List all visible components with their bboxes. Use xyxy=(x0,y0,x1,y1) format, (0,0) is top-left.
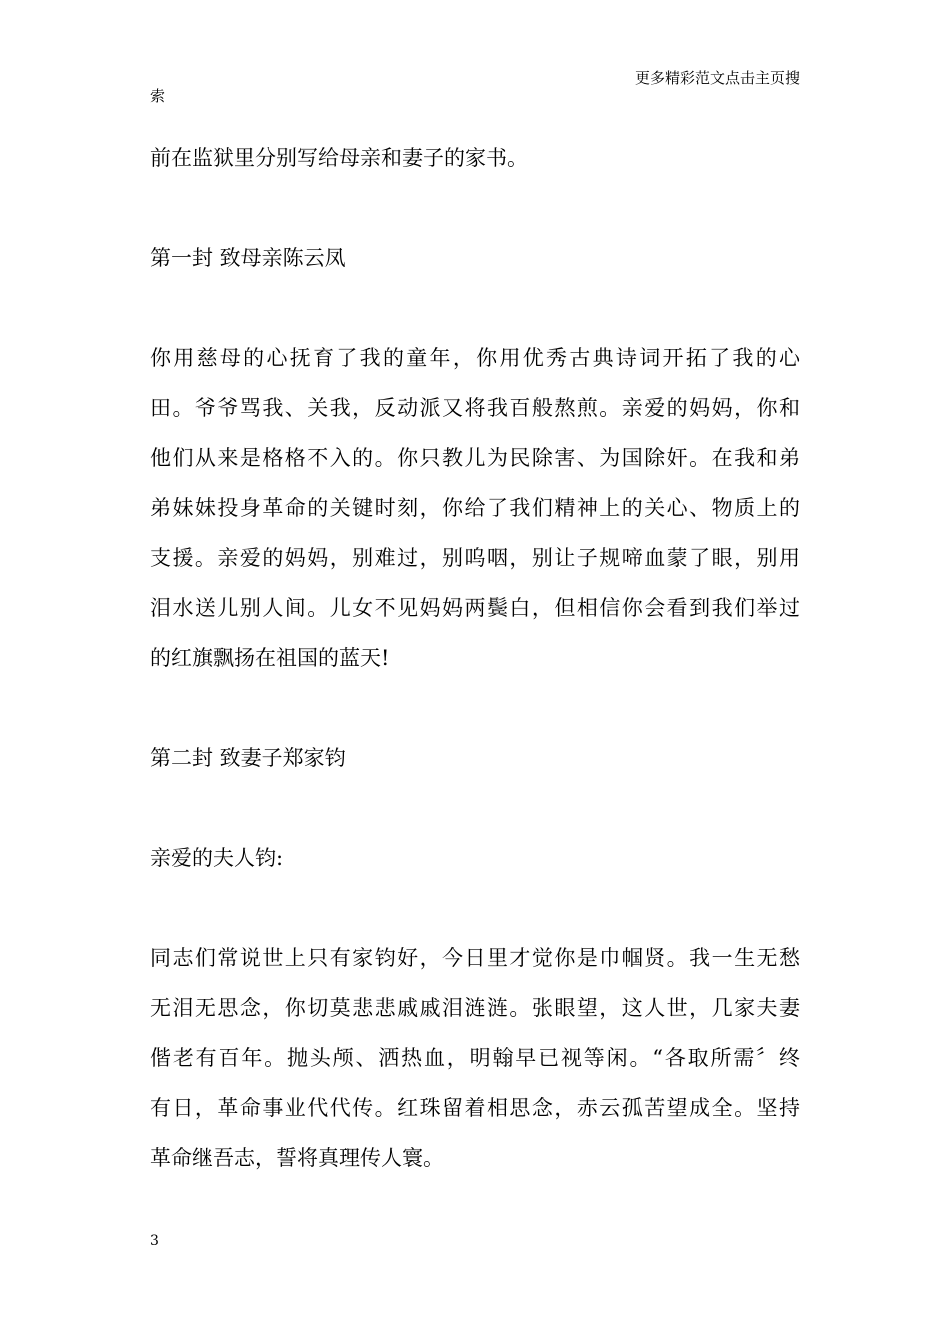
paragraph-gap xyxy=(150,283,800,333)
letter1-title-text: 第一封 致母亲陈云凤 xyxy=(150,246,346,270)
paragraph-gap xyxy=(150,883,800,933)
letter2-line: 革命继吾志，誓将真理传人寰。 xyxy=(150,1146,444,1170)
letter1-line: 田。爷爷骂我、关我，反动派又将我百般熬煎。亲爱的妈妈，你和 xyxy=(150,396,800,420)
page-number: 3 xyxy=(150,1233,159,1249)
intro-line: 前在监狱里分别写给母亲和妻子的家书。 xyxy=(150,146,528,170)
intro-paragraph xyxy=(150,133,800,183)
letter2-title xyxy=(150,733,800,783)
letter2-salutation-text: 亲爱的夫人钧: xyxy=(150,846,284,870)
letter1-line: 泪水送儿别人间。儿女不见妈妈两鬓白，但相信你会看到我们举过 xyxy=(150,596,800,620)
letter2-line: 偕老有百年。抛头颅、洒热血，明翰早已视等闲。“各取所需〞终 xyxy=(150,1046,800,1070)
letter2-body xyxy=(150,933,800,1183)
letter1-line: 的红旗飘扬在祖国的蓝天! xyxy=(150,646,390,670)
letter1-line: 支援。亲爱的妈妈，别难过，别呜咽，别让子规啼血蒙了眼，别用 xyxy=(150,546,800,570)
letter1-title xyxy=(150,233,800,283)
letter1-line: 你用慈母的心抚育了我的童年，你用优秀古典诗词开拓了我的心 xyxy=(150,346,800,370)
letter1-body xyxy=(150,333,800,683)
paragraph-gap xyxy=(150,183,800,233)
letter2-line: 无泪无思念，你切莫悲悲戚戚泪涟涟。张眼望，这人世，几家夫妻 xyxy=(150,996,800,1020)
letter2-title-text: 第二封 致妻子郑家钧 xyxy=(150,746,346,770)
paragraph-gap xyxy=(150,683,800,733)
letter1-line: 弟妹妹投身革命的关键时刻，你给了我们精神上的关心、物质上的 xyxy=(150,496,800,520)
header-more-link-continued[interactable]: 索 xyxy=(150,87,166,105)
paragraph-gap xyxy=(150,783,800,833)
letter2-salutation xyxy=(150,833,800,883)
document-body xyxy=(150,133,800,1183)
letter2-line: 有日，革命事业代代传。红珠留着相思念，赤云孤苦望成全。坚持 xyxy=(150,1096,800,1120)
letter2-line: 同志们常说世上只有家钧好，今日里才觉你是巾帼贤。我一生无愁 xyxy=(150,946,800,970)
header-more-link[interactable]: 更多精彩范文点击主页搜 xyxy=(634,69,800,87)
letter1-line: 他们从来是格格不入的。你只教儿为民除害、为国除奸。在我和弟 xyxy=(150,446,800,470)
